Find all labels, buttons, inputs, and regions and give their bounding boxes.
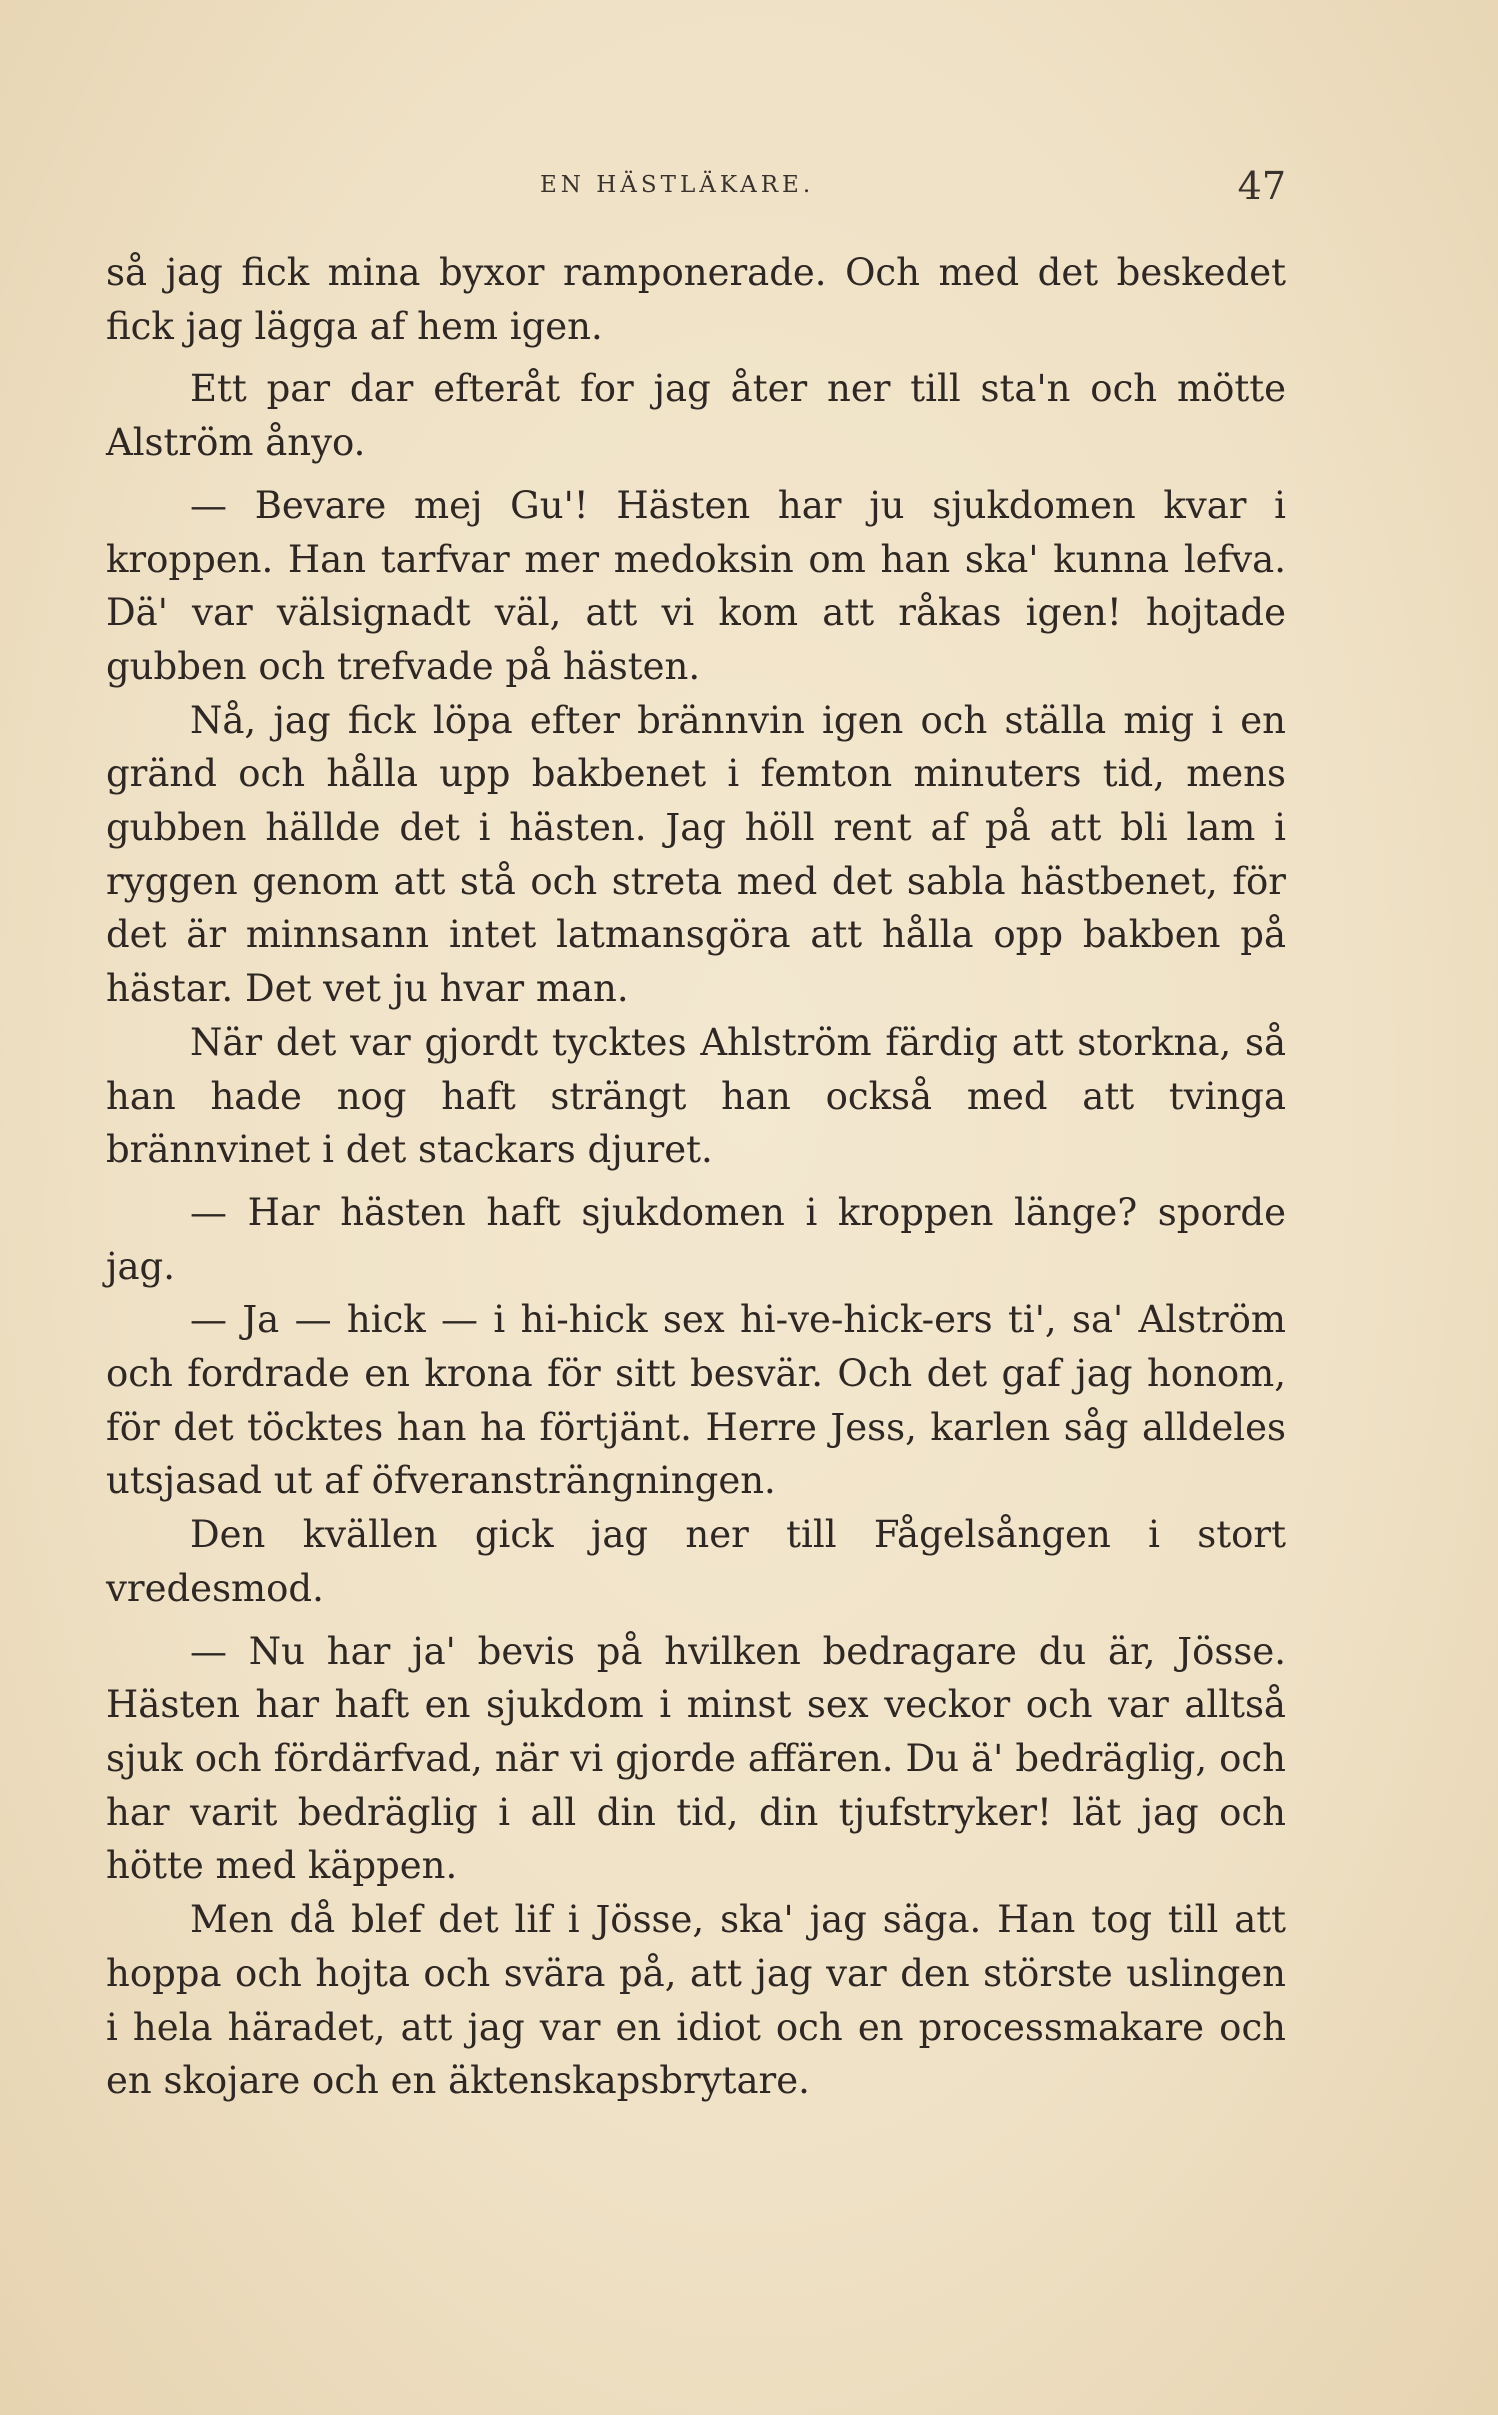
chapter-title: EN HÄSTLÄKARE. — [540, 172, 815, 198]
running-header — [106, 164, 1286, 212]
page-number: 47 — [1237, 164, 1286, 208]
body-text — [106, 246, 1286, 2108]
paragraph: Nå, jag fick löpa efter brännvin igen och ställa mig i en gränd och hålla upp bakbenet i femton minuters tid, mens gubben hällde det i hästen. Jag höll rent af på att bli lam i ryggen genom att stå och streta med det sabla hästbenet, för det är minnsann intet latmansgöra att hålla opp bakben på hästar. Det vet ju hvar man. — [106, 698, 1286, 1011]
paragraph: När det var gjordt tycktes Ahlström färdig att storkna, så han hade nog haft strängt han också med att tvinga brännvinet i det stackars djuret. — [106, 1020, 1286, 1172]
paragraph: Men då blef det lif i Jösse, ska' jag säga. Han tog till att hoppa och hojta och svära på, att jag var den störste uslingen i hela häradet, att jag var en idiot och en processmakare och en skojare och en äktenskapsbrytare. — [106, 1898, 1286, 2103]
paragraph: — Bevare mej Gu'! Hästen har ju sjukdomen kvar i kroppen. Han tarfvar mer medoksin om han ska' kunna lefva. Dä' var välsignadt väl, att vi kom att råkas igen! hojtade gubben och trefvade på hästen. — [106, 483, 1286, 688]
paragraph: så jag fick mina byxor ramponerade. Och med det beskedet fick jag lägga af hem igen. — [106, 251, 1286, 348]
paragraph: — Har hästen haft sjukdomen i kroppen länge? sporde jag. — [106, 1190, 1286, 1288]
paragraph: Den kvällen gick jag ner till Fågelsången i stort vredesmod. — [106, 1513, 1286, 1610]
paragraph: — Nu har ja' bevis på hvilken bedragare du är, Jösse. Hästen har haft en sjukdom i minst sex veckor och var alltså sjuk och fördärfvad, när vi gjorde affären. Du ä' bedräglig, och har varit bedräglig i all din tid, din tjufstryker! lät jag och hötte med käppen. — [106, 1629, 1286, 1888]
paragraph: Ett par dar efteråt for jag åter ner till sta'n och mötte Alström ånyo. — [106, 367, 1286, 465]
paragraph: — Ja — hick — i hi-hick sex hi-ve-hick-ers ti', sa' Alström och fordrade en krona för sitt besvär. Och det gaf jag honom, för det töcktes han ha förtjänt. Herre Jess, karlen såg alldeles utsjasad ut af öfveransträngningen. — [106, 1298, 1286, 1503]
